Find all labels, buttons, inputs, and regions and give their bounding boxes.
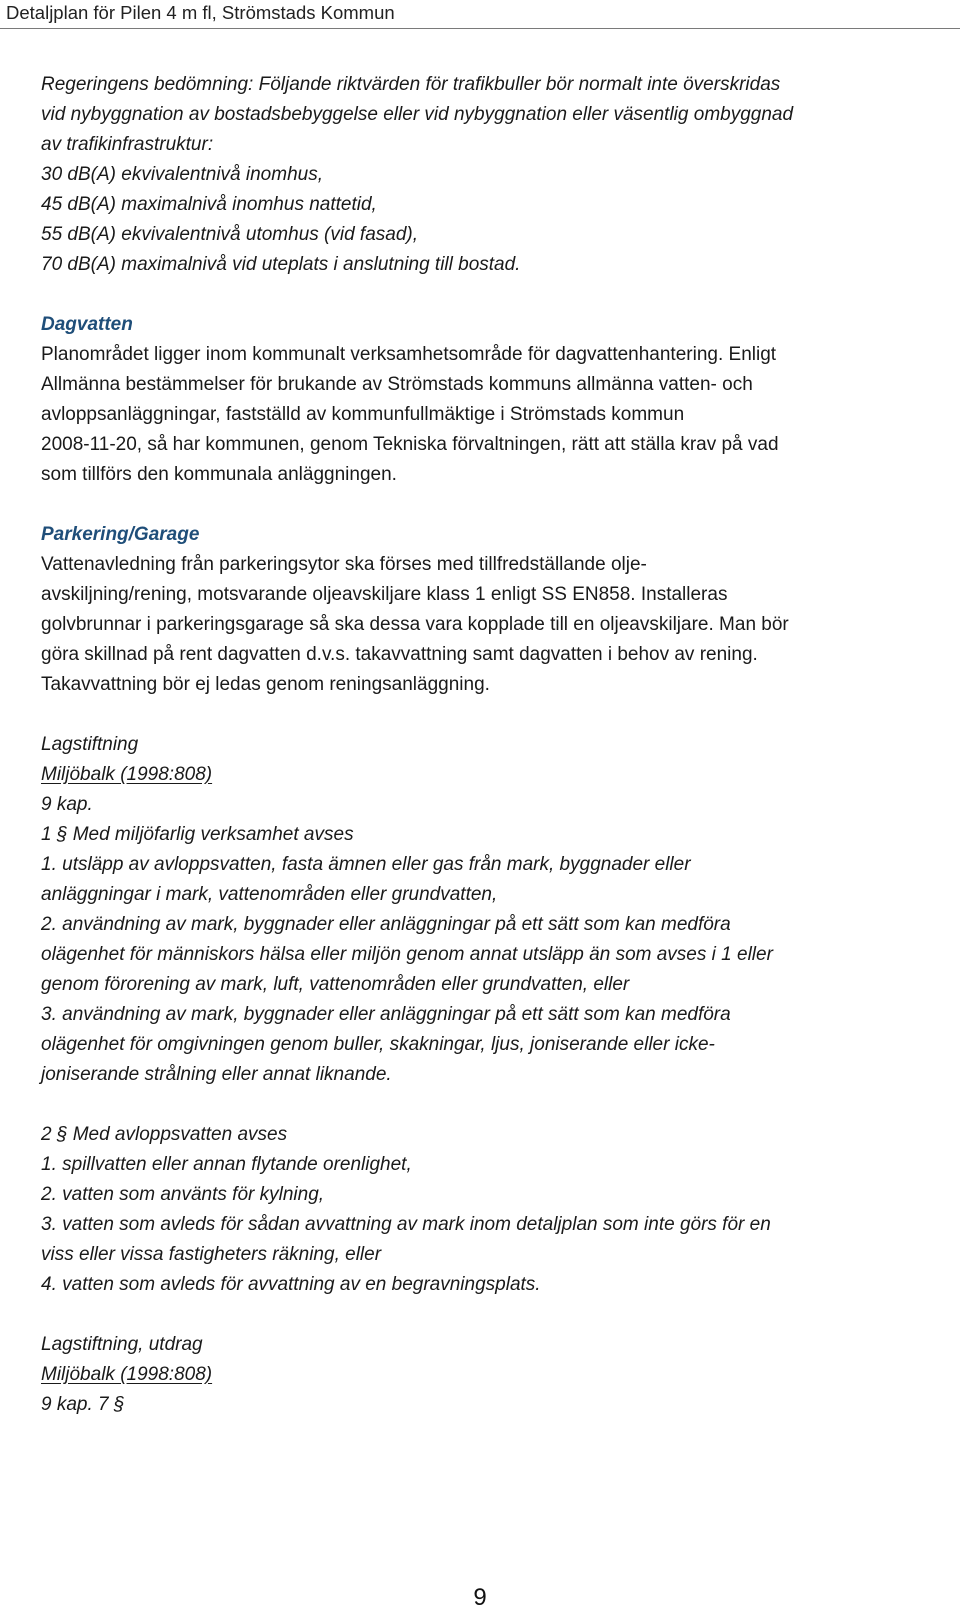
- parkering-line: golvbrunnar i parkeringsgarage så ska dessa vara kopplade till en oljeavskiljare. Man bör: [41, 614, 789, 635]
- regeringen-line: 70 dB(A) maximalnivå vid uteplats i anslutning till bostad.: [41, 254, 521, 275]
- regeringen-line: Regeringens bedömning: Följande riktvärden för trafikbuller bör normalt inte överskridas: [41, 74, 781, 95]
- lagstiftning-utdrag-label: Lagstiftning, utdrag: [41, 1334, 203, 1355]
- miljobalk-link[interactable]: Miljöbalk (1998:808): [41, 764, 213, 785]
- lagstiftning-label: Lagstiftning: [41, 734, 139, 755]
- spacer: [41, 1090, 941, 1120]
- law-line: olägenhet för omgivningen genom buller, skakningar, ljus, joniserande eller icke-: [41, 1034, 715, 1055]
- dagvatten-line: Allmänna bestämmelser för brukande av Strömstads kommuns allmänna vatten- och: [41, 374, 753, 395]
- law-line: 1 § Med miljöfarlig verksamhet avses: [41, 824, 354, 845]
- spacer: [41, 490, 941, 520]
- dagvatten-line: 2008-11-20, så har kommunen, genom Tekniska förvaltningen, rätt att ställa krav på vad: [41, 434, 779, 455]
- law-line: anläggningar i mark, vattenområden eller grundvatten,: [41, 884, 498, 905]
- miljobalk-link[interactable]: Miljöbalk (1998:808): [41, 1364, 213, 1385]
- parkering-heading: Parkering/Garage: [41, 524, 200, 545]
- law-line: 2 § Med avloppsvatten avses: [41, 1124, 288, 1145]
- regeringen-line: 55 dB(A) ekvivalentnivå utomhus (vid fasad),: [41, 224, 419, 245]
- lagstiftning-section: [41, 730, 941, 1300]
- dagvatten-section: [41, 310, 941, 490]
- law-line: viss eller vissa fastigheters räkning, eller: [41, 1244, 382, 1265]
- law-line: 4. vatten som avleds för avvattning av en begravningsplats.: [41, 1274, 541, 1295]
- dagvatten-line: som tillförs den kommunala anläggningen.: [41, 464, 397, 485]
- regeringen-line: av trafikinfrastruktur:: [41, 134, 214, 155]
- chapter-label: 9 kap.: [41, 794, 93, 815]
- parkering-section: [41, 520, 941, 700]
- spacer: [41, 1300, 941, 1330]
- law-line: 2. användning av mark, byggnader eller anläggningar på ett sätt som kan medföra: [41, 914, 731, 935]
- page-content: [41, 70, 941, 1420]
- document-title: Detaljplan för Pilen 4 m fl, Strömstads Kommun: [6, 2, 395, 23]
- dagvatten-heading: Dagvatten: [41, 314, 133, 335]
- regeringen-line: 45 dB(A) maximalnivå inomhus nattetid,: [41, 194, 377, 215]
- law-line: 2. vatten som använts för kylning,: [41, 1184, 325, 1205]
- law-line: genom förorening av mark, luft, vattenområden eller grundvatten, eller: [41, 974, 630, 995]
- law-line: 1. spillvatten eller annan flytande orenlighet,: [41, 1154, 412, 1175]
- law-line: 3. användning av mark, byggnader eller anläggningar på ett sätt som kan medföra: [41, 1004, 731, 1025]
- law-line: olägenhet för människors hälsa eller miljön genom annat utsläpp än som avses i 1 eller: [41, 944, 773, 965]
- lagstiftning-utdrag-section: [41, 1330, 941, 1420]
- regeringen-block: [41, 70, 941, 280]
- dagvatten-line: Planområdet ligger inom kommunalt verksamhetsområde för dagvattenhantering. Enligt: [41, 344, 777, 365]
- law-line: joniserande strålning eller annat liknande.: [41, 1064, 392, 1085]
- chapter-label: 9 kap. 7 §: [41, 1394, 125, 1415]
- parkering-line: Vattenavledning från parkeringsytor ska förses med tillfredställande olje-: [41, 554, 647, 575]
- parkering-line: Takavvattning bör ej ledas genom reningsanläggning.: [41, 674, 490, 695]
- dagvatten-line: avloppsanläggningar, fastställd av kommunfullmäktige i Strömstads kommun: [41, 404, 685, 425]
- page-header: [0, 0, 960, 29]
- spacer: [41, 280, 941, 310]
- spacer: [41, 700, 941, 730]
- page-number: 9: [473, 1584, 487, 1611]
- parkering-line: avskiljning/rening, motsvarande oljeavskiljare klass 1 enligt SS EN858. Installeras: [41, 584, 728, 605]
- parkering-line: göra skillnad på rent dagvatten d.v.s. takavvattning samt dagvatten i behov av rening.: [41, 644, 758, 665]
- law-line: 3. vatten som avleds för sådan avvattning av mark inom detaljplan som inte görs för en: [41, 1214, 771, 1235]
- law-line: 1. utsläpp av avloppsvatten, fasta ämnen eller gas från mark, byggnader eller: [41, 854, 691, 875]
- regeringen-line: 30 dB(A) ekvivalentnivå inomhus,: [41, 164, 323, 185]
- regeringen-line: vid nybyggnation av bostadsbebyggelse eller vid nybyggnation eller väsentlig ombyggnad: [41, 104, 794, 125]
